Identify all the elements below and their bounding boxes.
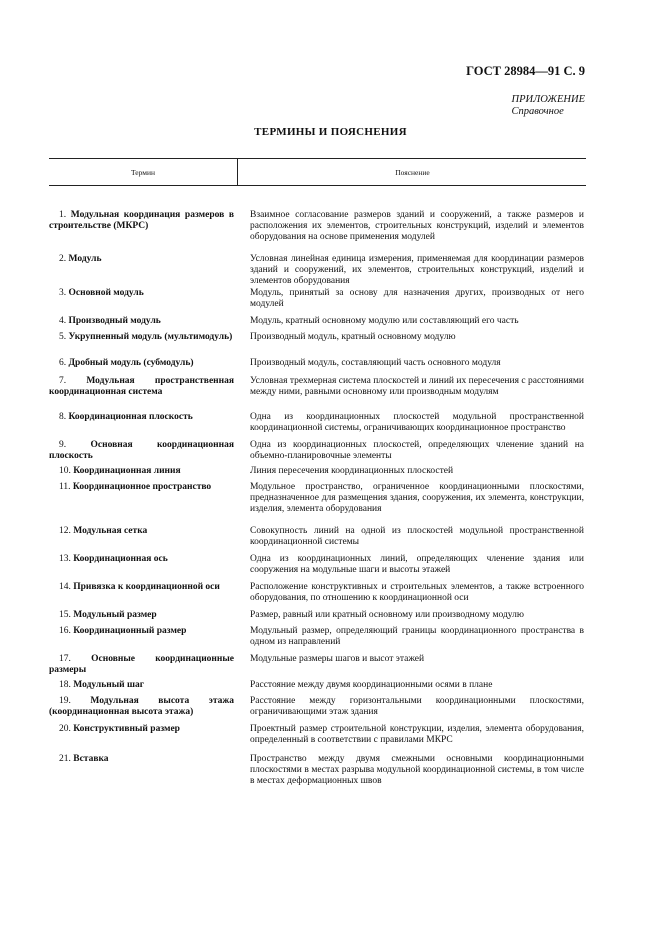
term-name: Координационная плоскость: [68, 412, 193, 422]
term-number: 7.: [59, 376, 87, 386]
term-number: 18.: [59, 680, 74, 690]
term-name: Модульная пространственная координационная система: [49, 376, 234, 397]
explanation-cell: Расстояние между двумя координационными осями в плане: [250, 680, 493, 690]
terms-table: [49, 158, 586, 786]
term-name: Основная координационная плоскость: [49, 440, 234, 461]
term-name: Модульный шаг: [73, 680, 145, 690]
column-header-explanation: Пояснение: [395, 168, 430, 177]
term-cell: [49, 724, 234, 735]
term-number: 1.: [59, 210, 71, 220]
term-cell: [49, 316, 234, 327]
term-number: 10.: [59, 466, 74, 476]
explanation-cell: Модульный размер, определяющий границы координационного пространства в одном из направлений: [250, 626, 584, 647]
term-name: Конструктивный размер: [73, 724, 180, 734]
term-number: 8.: [59, 412, 69, 422]
term-number: 20.: [59, 724, 74, 734]
term-number: 4.: [59, 316, 69, 326]
explanation-cell: Модульное пространство, ограниченное координационными плоскостями, предназначенное для размещения здания, сооружения, их элемента, конструкции, изделия, элемента оборудования: [250, 482, 584, 514]
explanation-cell: Условная трехмерная система плоскостей и линий их пересечения с расстояниями между ними, равными основному или производным модулям: [250, 376, 584, 397]
term-name: Координационная ось: [73, 554, 168, 564]
term-cell: [49, 696, 234, 718]
column-divider: [237, 159, 238, 185]
term-name: Производный модуль: [68, 316, 161, 326]
term-cell: [49, 610, 234, 621]
term-cell: [49, 358, 234, 369]
term-name: Модульная высота этажа (координационная высота этажа): [49, 696, 234, 717]
table-header: [49, 158, 586, 186]
document-reference: ГОСТ 28984—91 С. 9: [466, 64, 585, 78]
term-number: 11.: [59, 482, 73, 492]
term-cell: [49, 332, 234, 343]
term-name: Координационный размер: [73, 626, 187, 636]
term-number: 14.: [59, 582, 74, 592]
term-cell: [49, 440, 234, 462]
term-name: Координационная линия: [73, 466, 181, 476]
term-cell: [49, 376, 234, 398]
term-name: Укрупненный модуль (мультимодуль): [68, 332, 233, 342]
term-name: Модульный размер: [73, 610, 157, 620]
explanation-cell: Модуль, принятый за основу для назначения других, производных от него модулей: [250, 288, 584, 309]
term-number: 13.: [59, 554, 74, 564]
term-cell: [49, 754, 234, 765]
term-name: Модуль: [68, 254, 102, 264]
explanation-cell: Расположение конструктивных и строительных элементов, а также встроенного оборудования, по отношению к координационной оси: [250, 582, 584, 603]
term-cell: [49, 482, 234, 493]
term-cell: [49, 288, 234, 299]
explanation-cell: Взаимное согласование размеров зданий и сооружений, а также размеров и расположения их элементов, строительных конструкций, изделий и элементов оборудования на основе применения модулей: [250, 210, 584, 242]
term-number: 5.: [59, 332, 69, 342]
explanation-cell: Пространство между двумя смежными основными координационными плоскостями в местах разрыва модульной координационной системы, в том числе в местах деформационных швов: [250, 754, 584, 786]
term-cell: [49, 254, 234, 265]
column-header-term: Термин: [130, 168, 156, 177]
explanation-cell: Производный модуль, составляющий часть основного модуля: [250, 358, 501, 368]
explanation-cell: Одна из координационных плоскостей, определяющих членение зданий на объемно-планировочные элементы: [250, 440, 584, 461]
explanation-cell: Линия пересечения координационных плоскостей: [250, 466, 454, 476]
term-cell: [49, 210, 234, 232]
term-cell: [49, 554, 234, 565]
term-cell: [49, 680, 234, 691]
term-number: 15.: [59, 610, 74, 620]
term-cell: [49, 466, 234, 477]
appendix-label: ПРИЛОЖЕНИЕ: [511, 94, 585, 105]
term-number: 19.: [59, 696, 91, 706]
term-name: Привязка к координационной оси: [73, 582, 220, 592]
term-number: 21.: [59, 754, 74, 764]
explanation-cell: Расстояние между горизонтальными координационными плоскостями, ограничивающими этаж здания: [250, 696, 584, 717]
explanation-cell: Производный модуль, кратный основному модулю: [250, 332, 456, 342]
explanation-cell: Размер, равный или кратный основному или производному модулю: [250, 610, 524, 620]
appendix-type: Справочное: [511, 106, 564, 117]
term-name: Модульная сетка: [73, 526, 148, 536]
explanation-cell: Условная линейная единица измерения, применяемая для координации размеров зданий и сооружений, их элементов, строительных конструкций, изделий и элементов оборудования: [250, 254, 584, 286]
term-number: 16.: [59, 626, 74, 636]
term-name: Основной модуль: [68, 288, 144, 298]
term-name: Основные координационные размеры: [49, 654, 234, 675]
term-number: 6.: [59, 358, 69, 368]
term-cell: [49, 412, 234, 423]
term-name: Координационное пространство: [72, 482, 212, 492]
explanation-cell: Одна из координационных линий, определяющих членение здания или сооружения на модульные шаги и высоты этажей: [250, 554, 584, 575]
term-number: 17.: [59, 654, 92, 664]
term-name: Дробный модуль (субмодуль): [68, 358, 194, 368]
explanation-cell: Модульные размеры шагов и высот этажей: [250, 654, 425, 664]
explanation-cell: Модуль, кратный основному модулю или составляющий его часть: [250, 316, 519, 326]
term-cell: [49, 626, 234, 637]
term-cell: [49, 582, 234, 593]
term-cell: [49, 654, 234, 676]
explanation-cell: Одна из координационных плоскостей модульной пространственной координационной системы, ограничивающих координационное пространство: [250, 412, 584, 433]
appendix-block: [512, 94, 586, 118]
term-cell: [49, 526, 234, 537]
term-number: 9.: [59, 440, 91, 450]
page-title: ТЕРМИНЫ И ПОЯСНЕНИЯ: [254, 126, 407, 138]
term-number: 12.: [59, 526, 74, 536]
term-number: 2.: [59, 254, 69, 264]
explanation-cell: Проектный размер строительной конструкции, изделия, элемента оборудования, определенный в соответствии с правилами МКРС: [250, 724, 584, 745]
term-number: 3.: [59, 288, 69, 298]
explanation-cell: Совокупность линий на одной из плоскостей модульной пространственной координационной системы: [250, 526, 584, 547]
term-name: Вставка: [73, 754, 109, 764]
term-name: Модульная координация размеров в строительстве (МКРС): [49, 210, 235, 231]
